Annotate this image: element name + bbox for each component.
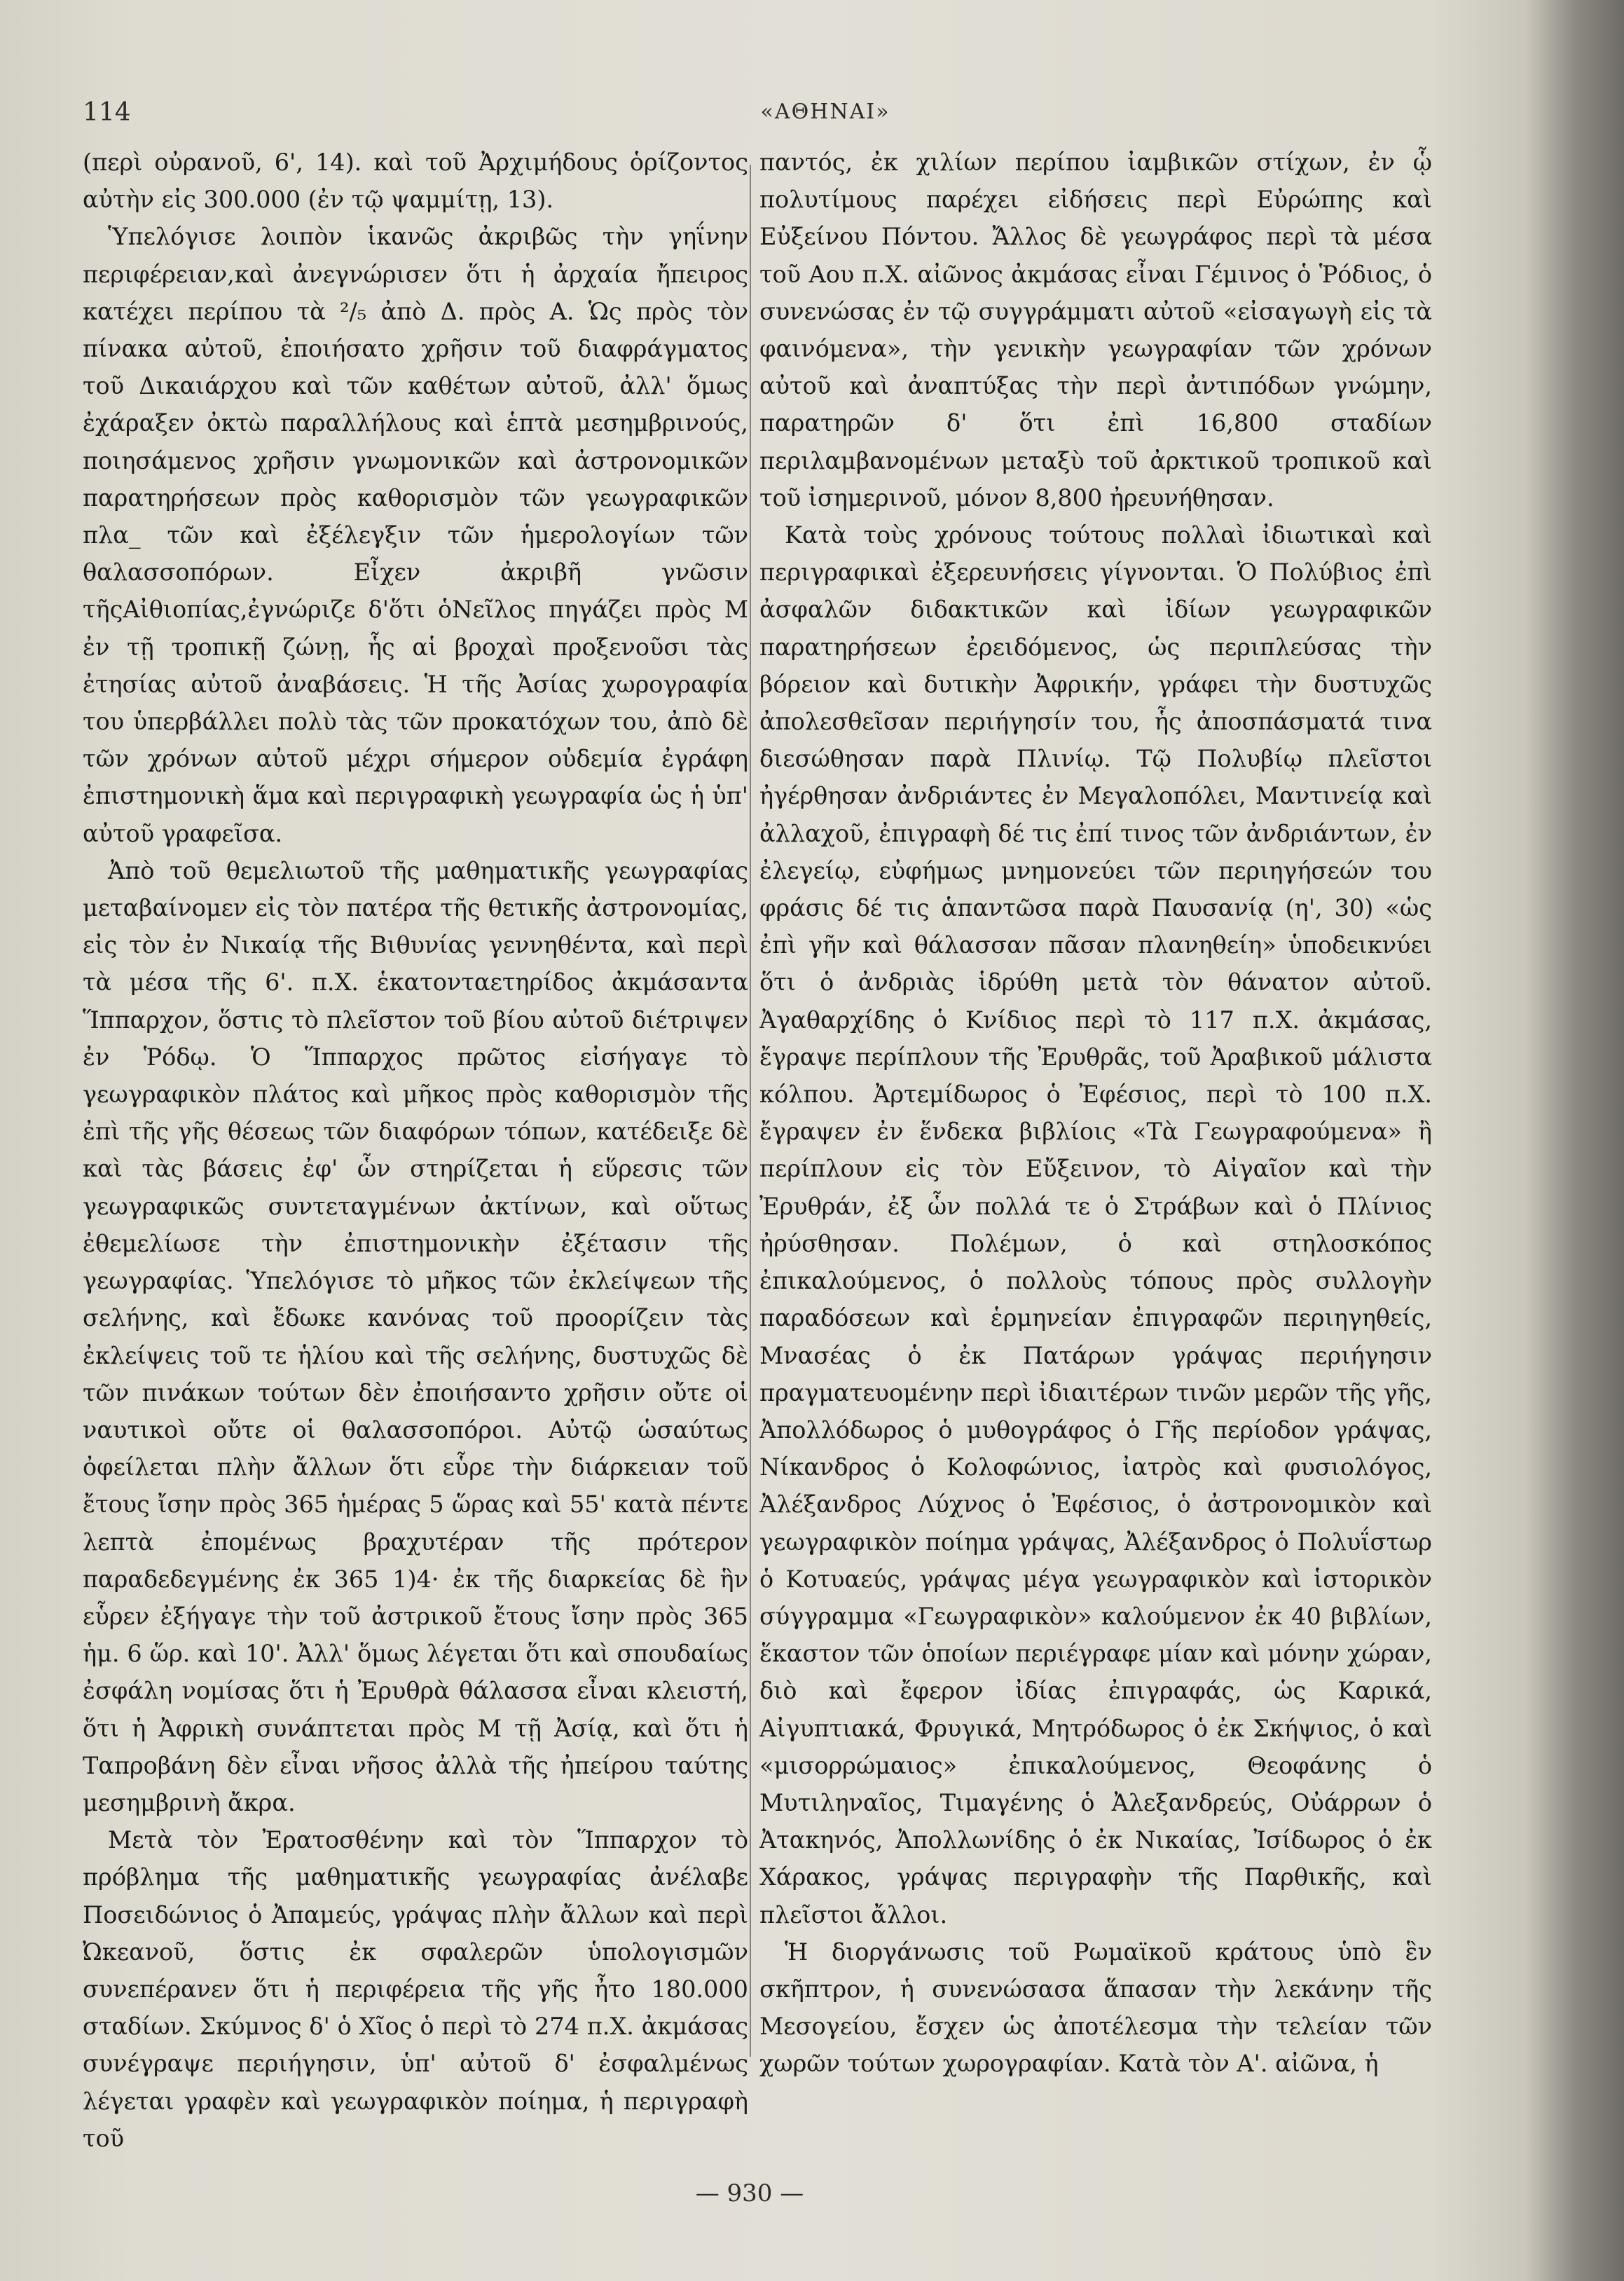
paragraph: Ἡ διοργάνωσις τοῦ Ρωμαϊκοῦ κράτους ὑπὸ ἓν σκῆπτρον, ἡ συνενώσασα ἅπασαν τὴν λεκάνην τῆς Μεσογείου, ἔσχεν ὡς ἀποτέλεσμα τὴν τελείαν τῶν χωρῶν τούτων χωρογραφίαν. Κατὰ τὸν Α'. αἰῶνα, ἡ xyxy=(759,1938,1432,2078)
page-header xyxy=(83,98,1484,126)
paragraph: παντός, ἐκ χιλίων περίπου ἰαμβικῶν στίχων, ἐν ᾧ πολυτίμους παρέχει εἰδήσεις περὶ Εὐρώπης καὶ Εὐξείνου Πόντου. Ἄλλος δὲ γεωγράφος περὶ τὰ μέσα τοῦ Αου π.Χ. αἰῶνος ἀκμάσας εἶναι Γέμινος ὁ Ῥόδιος, ὁ συνενώσας ἐν τῷ συγγράμματι αὐτοῦ «εἰσαγωγὴ εἰς τὰ φαινόμενα», τὴν γενικὴν γεωγραφίαν τῶν χρόνων αὐτοῦ καὶ ἀναπτύξας τὴν περὶ ἀντιπόδων γνώμην, παρατηρῶν δ' ὅτι ἐπὶ 16,800 σταδίων περιλαμβανομένων μεταξὺ τοῦ ἀρκτικοῦ τροπικοῦ καὶ τοῦ ἰσημερινοῦ, μόνον 8,800 ἠρευνήθησαν. xyxy=(759,149,1432,512)
left-column xyxy=(83,144,748,2239)
paragraph: Κατὰ τοὺς χρόνους τούτους πολλαὶ ἰδιωτικαὶ καὶ περιγραφικαὶ ἐξερευνήσεις γίγνονται. Ὁ Πολύβιος ἐπὶ ἀσφαλῶν διδακτικῶν καὶ ἰδίων γεωγραφικῶν παρατηρήσεων ἐρειδόμενος, ὡς περιπλεύσας τὴν βόρειον καὶ δυτικὴν Ἀφρικήν, γράφει τὴν δυστυχῶς ἀπολεσθεῖσαν περιήγησίν του, ἧς ἀποσπάσματά τινα διεσώθησαν παρὰ Πλινίῳ. Τῷ Πολυβίῳ πλεῖστοι ἠγέρθησαν ἀνδριάντες ἐν Μεγαλοπόλει, Μαντινείᾳ καὶ ἀλλαχοῦ, ἐπιγραφὴ δέ τις ἐπί τινος τῶν ἀνδριάντων, ἐν ἐλεγείῳ, εὐφήμως μνημονεύει τῶν περιηγήσεών του φράσις δέ τις ἁπαντῶσα παρὰ Παυσανίᾳ (η', 30) «ὡς ἐπὶ γῆν καὶ θάλασσαν πᾶσαν πλανηθείη» ὑποδεικνύει ὅτι ὁ ἀνδριὰς ἱδρύθη μετὰ τὸν θάνατον αὐτοῦ. Ἀγαθαρχίδης ὁ Κνίδιος περὶ τὸ 117 π.Χ. ἀκμάσας, ἔγραψε περίπλουν τῆς Ἐρυθρᾶς, τοῦ Ἀραβικοῦ μάλιστα κόλπου. Ἀρτεμίδωρος ὁ Ἐφέσιος, περὶ τὸ 100 π.Χ. ἔγραψεν ἐν ἕνδεκα βιβλίοις «Τὰ Γεωγραφούμενα» ἢ περίπλουν εἰς τὸν Εὔξεινον, τὸ Αἰγαῖον καὶ τὴν Ἐρυθράν, ἐξ ὧν πολλά τε ὁ Στράβων καὶ ὁ Πλίνιος ἠρύσθησαν. Πολέμων, ὁ καὶ στηλοσκόπος ἐπικαλούμενος, ὁ πολλοὺς τόπους πρὸς συλλογὴν παραδόσεων καὶ ἑρμηνείαν ἐπιγραφῶν περιηγηθείς, Μνασέας ὁ ἐκ Πατάρων γράψας περιήγησιν πραγματευομένην περὶ ἰδιαιτέρων τινῶν μερῶν τῆς γῆς, Ἀπολλόδωρος ὁ μυθογράφος ὁ Γῆς περίοδον γράψας, Νίκανδρος ὁ Κολοφώνιος, ἰατρὸς καὶ φυσιολόγος, Ἀλέξανδρος Λύχνος ὁ Ἐφέσιος, ὁ ἀστρονομικὸν καὶ γεωγραφικὸν ποίημα γράψας, Ἀλέξανδρος ὁ Πολυΐστωρ ὁ Κοτυαεύς, γράψας μέγα γεωγραφικὸν καὶ ἱστορικὸν σύγγραμμα «Γεωγραφικὸν» καλούμενον ἐκ 40 βιβλίων, ἕκαστον τῶν ὁποίων περιέγραφε μίαν καὶ μόνην χώραν, διὸ καὶ ἔφερον ἰδίας ἐπιγραφάς, ὡς Καρικά, Αἰγυπτιακά, Φρυγικά, Μητρόδωρος ὁ ἐκ Σκήψιος, ὁ καὶ «μισορρώμαιος» ἐπικαλούμενος, Θεοφάνης ὁ Μυτιληναῖος, Τιμαγένης ὁ Ἀλεξανδρεύς, Οὐάρρων ὁ Ἀτακηνός, Ἀπολλωνίδης ὁ ἐκ Νικαίας, Ἰσίδωρος ὁ ἐκ Χάρακος, γράψας περιγραφὴν τῆς Παρθικῆς, καὶ πλεῖστοι ἄλλοι. xyxy=(759,521,1432,1929)
right-column xyxy=(759,144,1432,2239)
column-divider xyxy=(750,165,751,2057)
paragraph: Ὑπελόγισε λοιπὸν ἱκανῶς ἀκριβῶς τὴν γηΐνην περιφέρειαν,καὶ ἀνεγνώρισεν ὅτι ἡ ἀρχαία ἤπειρος κατέχει περίπου τὰ ²/₅ ἀπὸ Δ. πρὸς Α. Ὡς πρὸς τὸν πίνακα αὐτοῦ, ἐποιήσατο χρῆσιν τοῦ διαφράγματος τοῦ Δικαιάρχου καὶ τῶν καθέτων αὐτοῦ, ἀλλ' ὅμως ἐχάραξεν ὀκτὼ παραλλήλους καὶ ἑπτὰ μεσημβρινούς, ποιησάμενος χρῆσιν γνωμονικῶν καὶ ἀστρονομικῶν παρατηρήσεων πρὸς καθορισμὸν τῶν γεωγραφικῶν πλα_ τῶν καὶ ἐξέλεγξιν τῶν ἡμερολογίων τῶν θαλασσοπόρων. Εἶχεν ἀκριβῆ γνῶσιν τῆςΑἰθιοπίας,ἐγνώριζε δ'ὅτι ὁΝεῖλος πηγάζει πρὸς Μ ἐν τῇ τροπικῇ ζώνῃ, ἧς αἱ βροχαὶ προξενοῦσι τὰς ἐτησίας αὐτοῦ ἀναβάσεις. Ἡ τῆς Ἀσίας χωρογραφία του ὑπερβάλλει πολὺ τὰς τῶν προκατόχων του, ἀπὸ δὲ τῶν χρόνων αὐτοῦ μέχρι σήμερον οὐδεμία ἐγράφη ἐπιστημονικὴ ἅμα καὶ περιγραφικὴ γεωγραφία ὡς ἡ ὑπ' αὐτοῦ γραφεῖσα. xyxy=(83,223,748,847)
paragraph: (περὶ οὐρανοῦ, 6', 14). καὶ τοῦ Ἀρχιμήδους ὁρίζοντος αὐτὴν εἰς 300.000 (ἐν τῷ ψαμμίτῃ, 13). xyxy=(83,149,748,214)
footer-page-number: — 930 — xyxy=(695,2179,804,2207)
running-title: «ΑΘΗΝΑΙ» xyxy=(760,100,890,124)
paragraph: Ἀπὸ τοῦ θεμελιωτοῦ τῆς μαθηματικῆς γεωγραφίας μεταβαίνομεν εἰς τὸν πατέρα τῆς θετικῆς ἀστρονομίας, εἰς τὸν ἐν Νικαίᾳ τῆς Βιθυνίας γεννηθέντα, καὶ περὶ τὰ μέσα τῆς 6'. π.Χ. ἑκατονταετηρίδος ἀκμάσαντα Ἵππαρχον, ὅστις τὸ πλεῖστον τοῦ βίου αὐτοῦ διέτριψεν ἐν Ῥόδῳ. Ὁ Ἵππαρχος πρῶτος εἰσήγαγε τὸ γεωγραφικὸν πλάτος καὶ μῆκος πρὸς καθορισμὸν τῆς ἐπὶ τῆς γῆς θέσεως τῶν διαφόρων τόπων, κατέδειξε δὲ καὶ τὰς βάσεις ἐφ' ὧν στηρίζεται ἡ εὕρεσις τῶν γεωγραφικῶς συντεταγμένων ἀκτίνων, καὶ οὕτως ἐθεμελίωσε τὴν ἐπιστημονικὴν ἐξέτασιν τῆς γεωγραφίας. Ὑπελόγισε τὸ μῆκος τῶν ἐκλείψεων τῆς σελήνης, καὶ ἔδωκε κανόνας τοῦ προορίζειν τὰς ἐκλείψεις τοῦ τε ἡλίου καὶ τῆς σελήνης, δυστυχῶς δὲ τῶν πινάκων τούτων δὲν ἐποιήσαντο χρῆσιν οὔτε οἱ ναυτικοὶ οὔτε οἱ θαλασσοπόροι. Αὐτῷ ὡσαύτως ὀφείλεται πλὴν ἄλλων ὅτι εὗρε τὴν διάρκειαν τοῦ ἔτους ἴσην πρὸς 365 ἡμέρας 5 ὥρας καὶ 55' κατὰ πέντε λεπτὰ ἐπομένως βραχυτέραν τῆς πρότερον παραδεδεγμένης ἐκ 365 1)4· ἐκ τῆς διαρκείας δὲ ἣν εὗρεν ἐξήγαγε τὴν τοῦ ἀστρικοῦ ἔτους ἴσην πρὸς 365 ἡμ. 6 ὥρ. καὶ 10'. Ἀλλ' ὅμως λέγεται ὅτι καὶ σπουδαίως ἐσφάλη νομίσας ὅτι ἡ Ἐρυθρὰ θάλασσα εἶναι κλειστή, ὅτι ἡ Ἀφρικὴ συνάπτεται πρὸς Μ τῇ Ἀσίᾳ, καὶ ὅτι ἡ Ταπροβάνη δὲν εἶναι νῆσος ἀλλὰ τῆς ἠπείρου ταύτης μεσημβρινὴ ἄκρα. xyxy=(83,856,748,1816)
page-number: 114 xyxy=(83,98,131,127)
paragraph: Μετὰ τὸν Ἐρατοσθένην καὶ τὸν Ἵππαρχον τὸ πρόβλημα τῆς μαθηματικῆς γεωγραφίας ἀνέλαβε Ποσειδώνιος ὁ Ἀπαμεύς, γράψας πλὴν ἄλλων καὶ περὶ Ὠκεανοῦ, ὅστις ἐκ σφαλερῶν ὑπολογισμῶν συνεπέρανεν ὅτι ἡ περιφέρεια τῆς γῆς ἦτο 180.000 σταδίων. Σκύμνος δ' ὁ Χῖος ὁ περὶ τὸ 274 π.Χ. ἀκμάσας συνέγραψε περιήγησιν, ὑπ' αὐτοῦ δ' ἐσφαλμένως λέγεται γραφὲν καὶ γεωγραφικὸν ποίημα, ἡ περιγραφὴ τοῦ xyxy=(83,1826,748,2152)
